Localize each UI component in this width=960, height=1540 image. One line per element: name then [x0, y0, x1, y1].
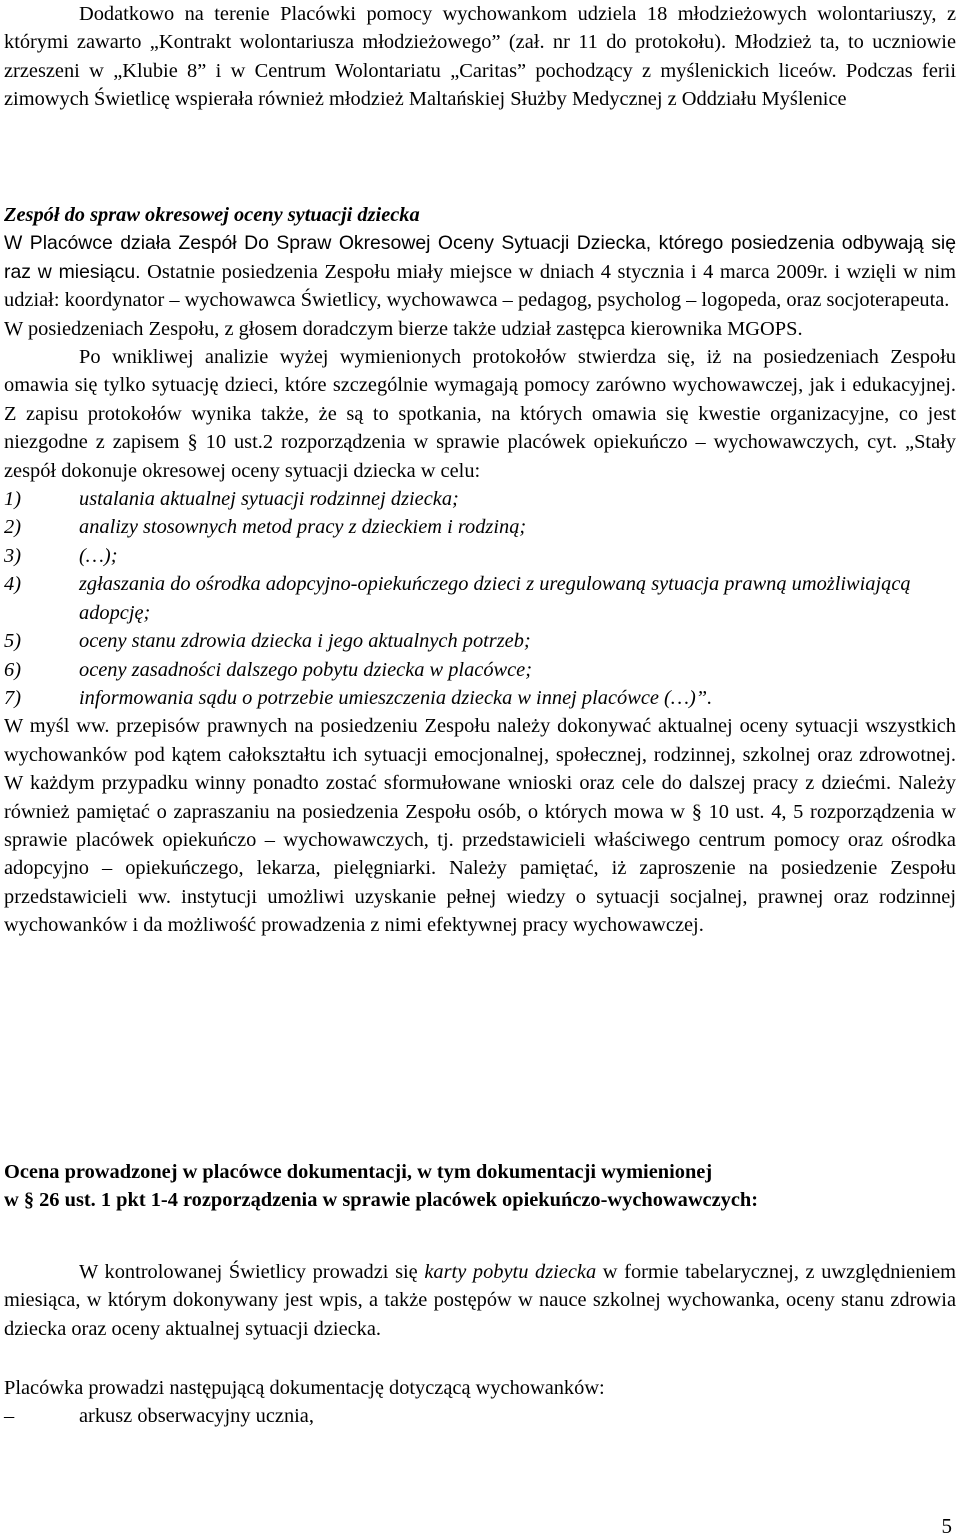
documentation-paragraph-1-italic: karty pobytu dziecka [424, 1261, 597, 1283]
list-item-text: (…); [79, 544, 118, 567]
list-item-text: arkusz obserwacyjny ucznia, [79, 1405, 314, 1428]
team-paragraph-2: W posiedzeniach Zespołu, z głosem doradczym bierze także udział zastępca kierownika MGOPS. [4, 317, 803, 340]
intro-paragraph: Dodatkowo na terenie Placówki pomocy wychowankom udziela 18 młodzieżowych wolontariuszy, z którymi zawarto „Kontrakt wolontariusza młodzieżowego” (zał. nr 11 do protokołu). Młodzież ta, to uczniowie zrzeszeni w „Klubie 8” i w Centrum Wolontariatu „Caritas” pochodzący z myślenickich liceów. Podczas ferii zimowych Świetlicę wspierała również młodzież Maltańskiej Służby Medycznej z Oddziału Myślenice [4, 3, 956, 111]
intro-section [4, 0, 956, 114]
list-item-text: informowania sądu o potrzebie umieszczenia dziecka w innej placówce (…)”. [79, 686, 713, 709]
documentation-heading-line-2: w § 26 ust. 1 pkt 1-4 rozporządzenia w sprawie placówek opiekuńczo-wychowawczych: [4, 1189, 759, 1212]
list-item [4, 627, 956, 655]
team-paragraph-1-sans: W Placówce działa Zespół Do Spraw Okresowej Oceny Sytuacji Dziecka, którego posiedzenia odbywają się raz w miesiącu. [4, 232, 956, 283]
documentation-paragraph-1 [4, 1258, 956, 1343]
team-section-heading: Zespół do spraw okresowej oceny sytuacji dziecka [4, 204, 420, 226]
list-item-number: 7) [4, 686, 21, 709]
documentation-paragraph-2: Placówka prowadzi następującą dokumentację dotyczącą wychowanków: [4, 1377, 605, 1399]
list-item-number: 4) [4, 573, 21, 596]
list-item-number: 6) [4, 658, 21, 681]
documentation-list-section [4, 1374, 956, 1431]
list-item [4, 485, 956, 513]
dash-bullet: – [4, 1405, 15, 1428]
list-item-text: oceny zasadności dalszego pobytu dziecka w placówce; [79, 658, 533, 681]
list-item [4, 570, 956, 627]
list-item-text: zgłaszania do ośrodka adopcyjno-opiekuńczego dzieci z uregulowaną sytuacja prawną umożliwiającą adopcję; [79, 573, 911, 624]
team-section [4, 201, 956, 940]
list-item [4, 542, 956, 570]
list-item-text: oceny stanu zdrowia dziecka i jego aktualnych potrzeb; [79, 630, 531, 653]
list-item [4, 1402, 956, 1430]
list-item [4, 513, 956, 541]
team-paragraph-4: W myśl ww. przepisów prawnych na posiedzeniu Zespołu należy dokonywać aktualnej oceny sytuacji wszystkich wychowanków pod kątem całokształtu ich sytuacji emocjonalnej, społecznej, rodzinnej, szkolnej oraz zdrowotnej. W każdym przypadku winny ponadto zostać sformułowane wnioski oraz cele do dalszej pracy z dziećmi. Należy również pamiętać o zapraszaniu na posiedzenia Zespołu osób, o których mowa w § 10 ust. 4, 5 rozporządzenia w sprawie placówek opiekuńczo – wychowawczych, tj. przedstawicieli właściwego centrum pomocy oraz ośrodka adopcyjno – opiekuńczego, lekarza, pielęgniarki. Należy pamiętać, iż zaproszenie na posiedzenie Zespołu przedstawicieli ww. instytucji umożliwi uzyskanie pełnej wiedzy o sytuacji socjalnej, prawnej oraz rodzinnej wychowanków i da możliwość prowadzenia z nimi efektywnej pracy wychowawczej. [4, 715, 956, 937]
page-number: 5 [941, 1514, 952, 1538]
list-item [4, 684, 956, 712]
team-paragraph-1-rest: Ostatnie posiedzenia Zespołu miały miejsce w dniach 4 stycznia i 4 marca 2009r. i wzięli w nim udział: koordynator – wychowawca Świetlicy, wychowawca – pedagog, psycholog – logopeda, oraz socjoterapeuta. [4, 260, 957, 312]
list-item-text: analizy stosownych metod pracy z dzieckiem i rodziną; [79, 516, 527, 539]
list-item-number: 2) [4, 516, 21, 539]
documentation-paragraph-1-before: W kontrolowanej Świetlicy prowadzi się [79, 1261, 425, 1283]
list-item-number: 1) [4, 488, 21, 511]
legal-quote-list [4, 485, 956, 712]
team-paragraph-1 [4, 229, 956, 314]
documentation-paragraph-1-after: w formie tabelarycznej, z uwzględnieniem miesiąca, w którym dokonywany jest wpis, a także postępów w nauce szkolnej wychowanka, oceny stanu zdrowia dziecka oraz oceny aktualnej sytuacji dziecka. [4, 1261, 956, 1340]
list-item [4, 656, 956, 684]
documentation-body [4, 1258, 956, 1343]
list-item-text: ustalania aktualnej sytuacji rodzinnej dziecka; [79, 488, 459, 511]
list-item-number: 3) [4, 544, 21, 567]
team-paragraph-3: Po wnikliwej analizie wyżej wymienionych protokołów stwierdza się, iż na posiedzeniach Zespołu omawia się tylko sytuację dzieci, które szczególnie wymagają pomocy zarówno wychowawczej, jak i edukacyjnej. Z zapisu protokołów wynika także, że są to spotkania, na których omawia się kwestie organizacyjne, co jest niezgodne z zapisem § 10 ust.2 rozporządzenia w sprawie placówek opiekuńczo – wychowawczych, cyt. „Stały zespół dokonuje okresowej oceny sytuacji dziecka w celu: [4, 346, 956, 482]
documentation-dash-list [4, 1402, 956, 1430]
documentation-heading-line-1: Ocena prowadzonej w placówce dokumentacji, w tym dokumentacji wymienionej [4, 1161, 713, 1183]
list-item-number: 5) [4, 630, 21, 653]
documentation-section [4, 1158, 956, 1215]
